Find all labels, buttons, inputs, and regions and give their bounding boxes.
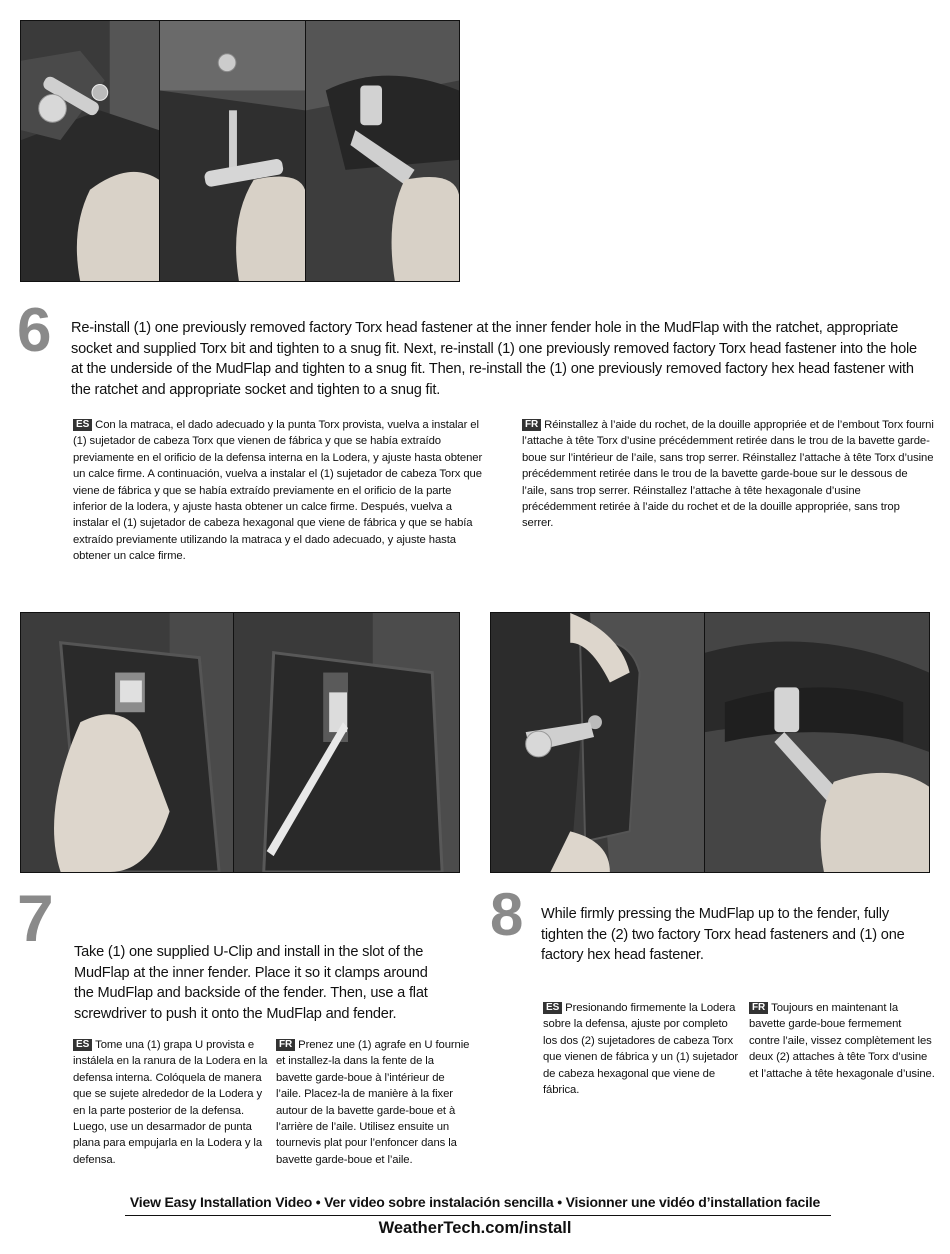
step6-photo-hex-fastener: [305, 20, 460, 282]
es-language-tag: ES: [73, 1039, 92, 1051]
fr-language-tag: FR: [522, 419, 541, 431]
step7-number: 7: [17, 881, 54, 955]
step8-english-text: While firmly pressing the MudFlap up to the fender, fully tighten the (2) two factory Torx head fasteners and (1) one factory hex head fastener.: [541, 906, 905, 963]
step6-fr-body: Réinstallez à l’aide du rochet, de la douille appropriée et de l’embout Torx fourni l’attache à tête Torx d’usine précédemment retirée dans le trou de la bavette garde-boue sur l’intérieur de l’aile, sans trop serrer. Réinstallez l’attache à tête Torx d’usine précédemment retirée dans le trou de la bavette garde-boue sur le dessous de l’aile, sans trop serrer. Réinstallez l’attache à tête hexagonale d’usine précédemment retirée à l’aide du rochet et de la douille appropriée, sans trop serrer.: [522, 419, 934, 530]
step6-es-body: Con la matraca, el dado adecuado y la punta Torx provista, vuelva a instalar el (1) sujetador de cabeza Torx que vienen de fábrica y que se había extraído previamente en el orificio de la defensa interna en la Lodera, y ajuste hasta obtener un calce firme. A continuación, vuelva a instalar el (1) sujetador de cabeza Torx que viene de fábrica y que se había extraído previamente en el orificio de la parte inferior de la lodera, y ajuste hasta obtener un calce firme. Después, vuelva a instalar el (1) sujetador de cabeza hexagonal que viene de fábrica y que se había extraído previamente utilizando la matraca y el dado adecuado, y ajuste hasta obtener un calce firme.: [73, 419, 483, 563]
step8-spanish-text: [543, 1000, 743, 1098]
step6-english-text: Re-install (1) one previously removed factory Torx head fastener at the inner fender hole in the MudFlap with the ratchet, appropriate socket and supplied Torx bit and tighten to a snug fit. Next, re-install (1) one previously removed factory Torx head fastener into the hole at the underside of the MudFlap and tighten to a snug fit. Then, re-install the (1) one previously removed factory hex head fastener with the ratchet and appropriate socket and tighten to a snug fit.: [71, 320, 917, 398]
step6-photo-underside-fastener: [159, 20, 306, 282]
fr-language-tag: FR: [276, 1039, 295, 1051]
step7-photo-insert-uclip: [20, 612, 234, 873]
es-language-tag: ES: [543, 1002, 562, 1014]
step7-french-text: [276, 1037, 472, 1168]
step8-fr-body: Toujours en maintenant la bavette garde-boue fermement contre l’aile, vissez complètement les deux (2) attaches à tête Torx d’usine et l’attache à tête hexagonale d’usine.: [749, 1002, 935, 1080]
step7-photo-screwdriver-push: [233, 612, 460, 873]
es-language-tag: ES: [73, 419, 92, 431]
step7-es-body: Tome una (1) grapa U provista e instálela en la ranura de la Lodera en la defensa interna. Colóquela de manera que se sujete alrededor de la Lodera y en la parte posterior de la defensa. Luego, use un desarmador de punta plana para empujarla en la Lodera y la defensa.: [73, 1039, 268, 1166]
step8-number: 8: [490, 881, 524, 948]
step7-english-text: Take (1) one supplied U-Clip and install in the slot of the MudFlap at the inner fender. Place it so it clamps around the MudFlap and backside of the fender. Then, use a flat screwdriver to push it onto the MudFlap and fender.: [74, 944, 428, 1022]
footer-url-link[interactable]: WeatherTech.com/install: [378, 1219, 572, 1237]
step6-photo-ratchet-inner-fender: [20, 20, 160, 282]
fr-language-tag: FR: [749, 1002, 768, 1014]
step7-spanish-text: [73, 1037, 273, 1168]
step8-photo-tighten-hex: [704, 612, 930, 873]
step6-spanish-text: [73, 417, 487, 565]
step6-french-text: [522, 417, 934, 532]
step6-number: 6: [17, 296, 52, 365]
step8-photo-press-mudflap: [490, 612, 705, 873]
step8-es-body: Presionando firmemente la Lodera sobre la defensa, ajuste por completo los dos (2) sujetadores de cabeza Torx que vienen de fábrica y un (1) sujetador de cabeza hexagonal que viene de fábrica.: [543, 1002, 739, 1097]
footer-video-line: View Easy Installation Video • Ver video sobre instalación sencilla • Visionner une vidéo d’installation facile: [129, 1194, 821, 1210]
step7-fr-body: Prenez une (1) agrafe en U fournie et installez-la dans la fente de la bavette garde-boue à l’intérieur de l’aile. Placez-la de manière à la fixer autour de la bavette garde-boue et à l’arrière de l’aile. Utilisez ensuite un tournevis plat pour l’enfoncer dans la bavette garde-boue et l’aile.: [276, 1039, 470, 1166]
footer-divider: [125, 1215, 831, 1216]
step8-french-text: [749, 1000, 935, 1082]
